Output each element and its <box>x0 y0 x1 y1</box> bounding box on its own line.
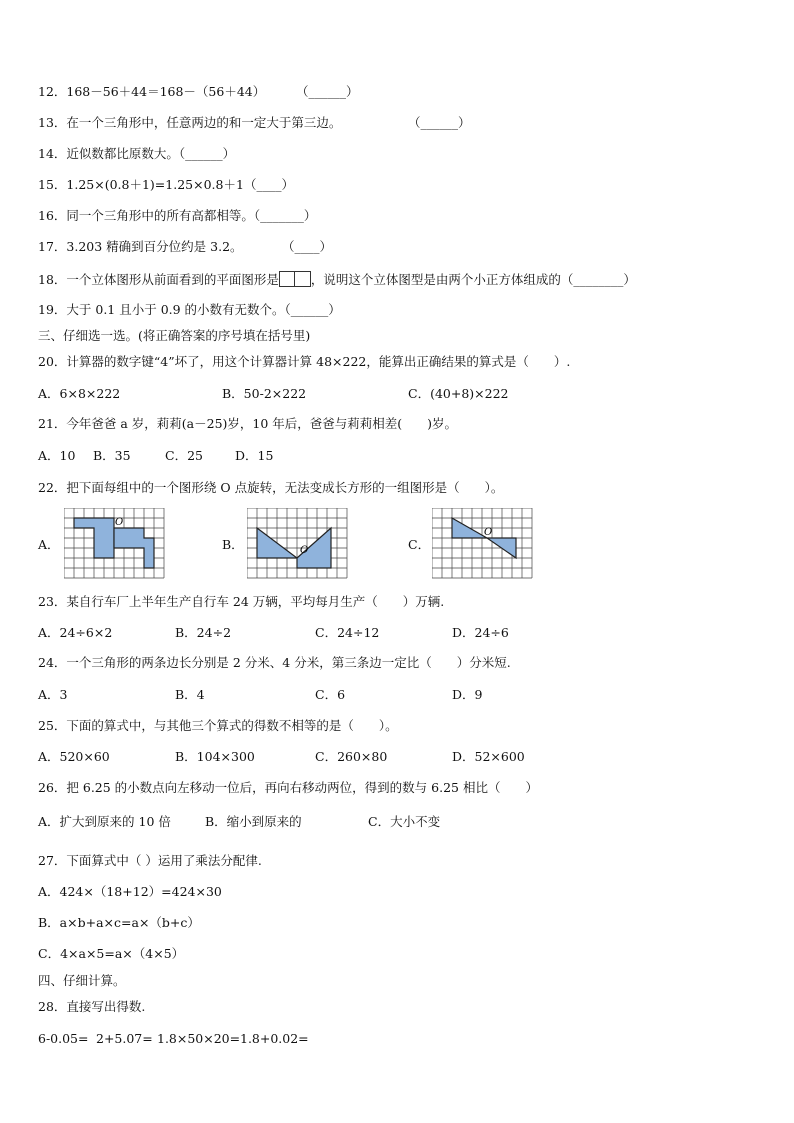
question-28-stem: 28．直接写出得数. <box>38 999 146 1014</box>
q22-a-point-o: O <box>115 517 124 528</box>
question-19 <box>38 302 341 318</box>
question-17-answer-paren: （____） <box>282 239 333 254</box>
q22-option-a: A． <box>38 537 60 552</box>
question-26-stem: 26．把 6.25 的小数点向左移动一位后，再向右移动两位，得到的数与 6.25 相比（ ） <box>38 780 538 795</box>
q22-option-b: B． <box>222 537 244 552</box>
q22-figure-b <box>247 508 351 580</box>
question-17 <box>38 239 333 255</box>
q23-option-b: B．24÷2 <box>175 625 232 640</box>
question-13-answer-paren: （______） <box>408 115 471 130</box>
q24-option-a: A．3 <box>38 687 68 702</box>
question-15 <box>38 177 295 193</box>
section-4-title: 四、仔细计算。 <box>38 973 126 988</box>
question-12 <box>38 84 359 100</box>
q28-expr-2: 2+5.07= <box>96 1031 153 1046</box>
question-14-text: 14．近似数都比原数大。（______） <box>38 146 236 161</box>
question-24-stem: 24．一个三角形的两条边长分别是 2 分米、4 分米，第三条边一定比（ ）分米短. <box>38 655 511 670</box>
q28-expr-3: 1.8×50×20= <box>157 1031 241 1046</box>
q22-figure-a <box>64 508 166 580</box>
question-20-stem: 20．计算器的数字键“4”坏了，用这个计算器计算 48×222，能算出正确结果的算式是（ ）. <box>38 354 571 369</box>
q25-option-c: C．260×80 <box>315 749 388 764</box>
question-18 <box>38 271 636 288</box>
section-3-title: 三、仔细选一选。(将正确答案的序号填在括号里) <box>38 328 311 343</box>
q27-option-b: B．a×b+a×c=a×（b+c） <box>38 915 200 930</box>
q22-c-point-o: O <box>484 527 493 538</box>
q24-option-c: C．6 <box>315 687 346 702</box>
question-19-text: 19．大于 0.1 且小于 0.9 的小数有无数个。（______） <box>38 302 341 317</box>
q26-option-c: C．大小不变 <box>368 814 441 829</box>
q21-option-a: A．10 <box>38 448 76 463</box>
q23-option-a: A．24÷6×2 <box>38 625 113 640</box>
question-15-answer-paren: （____） <box>244 177 295 192</box>
question-27-stem: 27．下面算式中（ ）运用了乘法分配律. <box>38 853 262 868</box>
q22-figure-c <box>432 508 536 580</box>
question-12-answer-paren: （______） <box>296 84 359 99</box>
q21-option-d: D．15 <box>235 448 274 463</box>
question-18-text-before: 18．一个立体图形从前面看到的平面图形是 <box>38 272 279 287</box>
question-18-text-after: ，说明这个立体图型是由两个小正方体组成的（________） <box>310 272 636 287</box>
question-16 <box>38 208 316 224</box>
q28-expr-4: 1.8+0.02= <box>240 1031 309 1046</box>
question-14 <box>38 146 235 162</box>
q23-option-c: C．24÷12 <box>315 625 380 640</box>
q20-option-c: C．(40+8)×222 <box>408 386 509 401</box>
q24-option-b: B．4 <box>175 687 205 702</box>
q22-b-point-o: O <box>300 545 309 556</box>
question-13 <box>38 115 471 131</box>
q22-option-c: C． <box>408 537 431 552</box>
q25-option-b: B．104×300 <box>175 749 255 764</box>
q25-option-a: A．520×60 <box>38 749 110 764</box>
question-13-text: 13．在一个三角形中，任意两边的和一定大于第三边。 <box>38 115 342 130</box>
q28-expr-1: 6-0.05= <box>38 1031 89 1046</box>
q20-option-b: B．50-2×222 <box>222 386 307 401</box>
q20-option-a: A．6×8×222 <box>38 386 121 401</box>
question-21-stem: 21．今年爸爸 a 岁，莉莉(a－25)岁，10 年后，爸爸与莉莉相差( )岁。 <box>38 416 458 431</box>
question-17-text: 17．3.203 精确到百分位约是 3.2。 <box>38 239 243 254</box>
q21-option-b: B．35 <box>93 448 131 463</box>
q27-option-c: C．4×a×5=a×（4×5） <box>38 946 185 961</box>
q26-option-b: B．缩小到原来的 <box>205 814 302 829</box>
question-12-text: 12．168－56＋44＝168－（56＋44） <box>38 84 266 99</box>
q26-option-a: A．扩大到原来的 10 倍 <box>38 814 171 829</box>
question-25-stem: 25．下面的算式中，与其他三个算式的得数不相等的是（ ）。 <box>38 718 398 733</box>
q27-option-a: A．424×（18+12）=424×30 <box>38 884 222 899</box>
q25-option-d: D．52×600 <box>452 749 525 764</box>
two-squares-figure <box>279 271 311 287</box>
question-23-stem: 23．某自行车厂上半年生产自行车 24 万辆，平均每月生产（ ）万辆. <box>38 594 445 609</box>
question-16-text: 16．同一个三角形中的所有高都相等。（_______） <box>38 208 317 223</box>
q24-option-d: D．9 <box>452 687 483 702</box>
q21-option-c: C．25 <box>165 448 203 463</box>
question-15-text: 15．1.25×(0.8＋1)=1.25×0.8＋1 <box>38 177 244 192</box>
q23-option-d: D．24÷6 <box>452 625 509 640</box>
question-22-stem: 22．把下面每组中的一个图形绕 O 点旋转，无法变成长方形的一组图形是（ ）。 <box>38 480 504 495</box>
